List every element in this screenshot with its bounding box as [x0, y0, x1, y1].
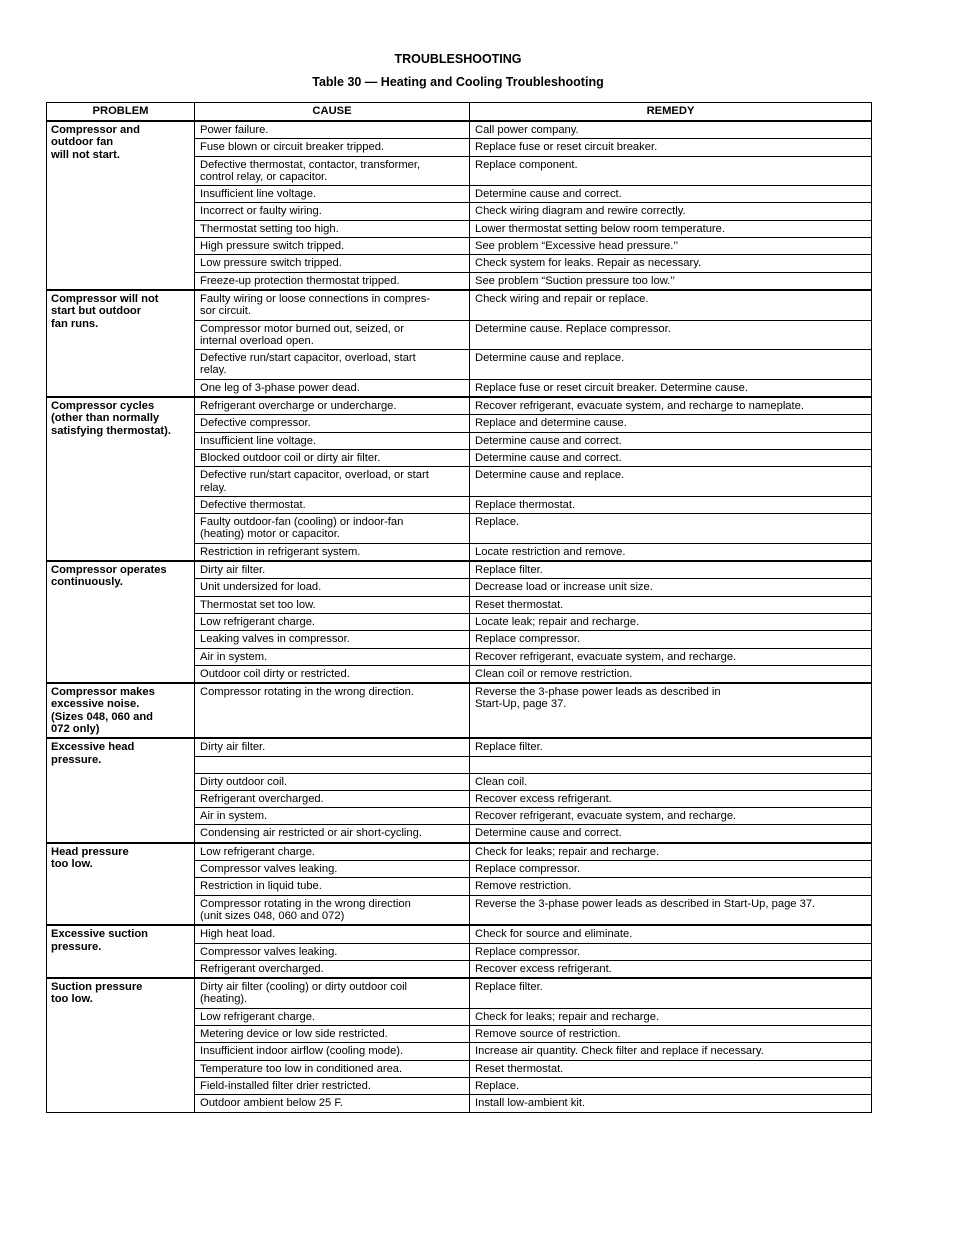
- cause-cell: [195, 756, 470, 773]
- cause-cell: Defective thermostat.: [195, 496, 470, 513]
- cause-cell: Leaking valves in compressor.: [195, 631, 470, 648]
- remedy-cell: Reverse the 3-phase power leads as described in Start-Up, page 37.: [470, 895, 872, 925]
- remedy-cell: Determine cause and correct.: [470, 186, 872, 203]
- remedy-cell: Install low-ambient kit.: [470, 1095, 872, 1112]
- remedy-cell: Replace compressor.: [470, 631, 872, 648]
- cause-cell: Insufficient indoor airflow (cooling mode).: [195, 1043, 470, 1060]
- remedy-cell: Replace thermostat.: [470, 496, 872, 513]
- cause-cell: Fuse blown or circuit breaker tripped.: [195, 139, 470, 156]
- table-row: [47, 843, 872, 861]
- remedy-cell: Locate restriction and remove.: [470, 543, 872, 561]
- cause-cell: Compressor rotating in the wrong direction.: [195, 683, 470, 738]
- remedy-cell: Check system for leaks. Repair as necessary.: [470, 255, 872, 272]
- cause-cell: Compressor motor burned out, seized, or internal overload open.: [195, 320, 470, 350]
- cause-cell: Air in system.: [195, 648, 470, 665]
- remedy-cell: Replace compressor.: [470, 943, 872, 960]
- remedy-cell: Check wiring and repair or replace.: [470, 290, 872, 320]
- cause-cell: Low refrigerant charge.: [195, 843, 470, 861]
- cause-cell: Restriction in liquid tube.: [195, 878, 470, 895]
- cause-cell: Dirty air filter.: [195, 738, 470, 756]
- remedy-cell: Determine cause and replace.: [470, 350, 872, 380]
- remedy-cell: Replace.: [470, 514, 872, 544]
- remedy-cell: Replace and determine cause.: [470, 415, 872, 432]
- cause-cell: Insufficient line voltage.: [195, 186, 470, 203]
- header-remedy: REMEDY: [470, 103, 872, 122]
- cause-cell: Dirty outdoor coil.: [195, 773, 470, 790]
- header-problem: PROBLEM: [47, 103, 195, 122]
- cause-cell: Faulty outdoor-fan (cooling) or indoor-fan (heating) motor or capacitor.: [195, 514, 470, 544]
- remedy-cell: See problem “Suction pressure too low.’’: [470, 272, 872, 290]
- cause-cell: Dirty air filter (cooling) or dirty outdoor coil (heating).: [195, 978, 470, 1008]
- cause-cell: Defective run/start capacitor, overload, start relay.: [195, 350, 470, 380]
- cause-cell: Thermostat setting too high.: [195, 220, 470, 237]
- table-header: [47, 103, 872, 122]
- remedy-cell: Recover refrigerant, evacuate system, and recharge.: [470, 808, 872, 825]
- header-row: [47, 103, 872, 122]
- remedy-cell: Clean coil.: [470, 773, 872, 790]
- table-row: [47, 397, 872, 415]
- remedy-cell: Lower thermostat setting below room temperature.: [470, 220, 872, 237]
- header-cause: CAUSE: [195, 103, 470, 122]
- remedy-cell: Recover refrigerant, evacuate system, and recharge to nameplate.: [470, 397, 872, 415]
- remedy-cell: Check wiring diagram and rewire correctly.: [470, 203, 872, 220]
- remedy-cell: Determine cause and replace.: [470, 467, 872, 497]
- remedy-cell: Replace compressor.: [470, 861, 872, 878]
- remedy-cell: Replace filter.: [470, 561, 872, 579]
- remedy-cell: Replace filter.: [470, 978, 872, 1008]
- cause-cell: Insufficient line voltage.: [195, 432, 470, 449]
- table-title: Table 30 — Heating and Cooling Troubleshooting: [312, 75, 604, 89]
- problem-cell: Compressor operates continuously.: [47, 561, 195, 683]
- table-row: [47, 925, 872, 943]
- table-row: [47, 290, 872, 320]
- remedy-cell: See problem “Excessive head pressure.’’: [470, 238, 872, 255]
- cause-cell: Air in system.: [195, 808, 470, 825]
- cause-cell: Compressor valves leaking.: [195, 943, 470, 960]
- remedy-cell: Replace filter.: [470, 738, 872, 756]
- remedy-cell: Call power company.: [470, 121, 872, 139]
- problem-cell: Compressor will not start but outdoor fan runs.: [47, 290, 195, 397]
- remedy-cell: Replace fuse or reset circuit breaker.: [470, 139, 872, 156]
- remedy-cell: Replace component.: [470, 156, 872, 186]
- table-row: [47, 561, 872, 579]
- remedy-cell: Determine cause and correct.: [470, 432, 872, 449]
- cause-cell: Field-installed filter drier restricted.: [195, 1077, 470, 1094]
- cause-cell: Dirty air filter.: [195, 561, 470, 579]
- cause-cell: Incorrect or faulty wiring.: [195, 203, 470, 220]
- cause-cell: Outdoor ambient below 25 F.: [195, 1095, 470, 1112]
- table-row: [47, 121, 872, 139]
- cause-cell: Low pressure switch tripped.: [195, 255, 470, 272]
- problem-cell: Excessive suction pressure.: [47, 925, 195, 978]
- cause-cell: High pressure switch tripped.: [195, 238, 470, 255]
- problem-cell: Excessive head pressure.: [47, 738, 195, 842]
- remedy-cell: Replace.: [470, 1077, 872, 1094]
- remedy-cell: Determine cause and correct.: [470, 825, 872, 843]
- cause-cell: Defective run/start capacitor, overload, or start relay.: [195, 467, 470, 497]
- cause-cell: Metering device or low side restricted.: [195, 1026, 470, 1043]
- remedy-cell: Reset thermostat.: [470, 596, 872, 613]
- remedy-cell: Locate leak; repair and recharge.: [470, 613, 872, 630]
- cause-cell: Faulty wiring or loose connections in compres- sor circuit.: [195, 290, 470, 320]
- remedy-cell: Check for leaks; repair and recharge.: [470, 843, 872, 861]
- cause-cell: One leg of 3-phase power dead.: [195, 379, 470, 397]
- cause-cell: Refrigerant overcharged.: [195, 960, 470, 978]
- cause-cell: Low refrigerant charge.: [195, 613, 470, 630]
- cause-cell: Restriction in refrigerant system.: [195, 543, 470, 561]
- remedy-cell: Check for leaks; repair and recharge.: [470, 1008, 872, 1025]
- remedy-cell: Recover excess refrigerant.: [470, 790, 872, 807]
- section-title: TROUBLESHOOTING: [394, 52, 522, 66]
- problem-cell: Compressor and outdoor fan will not start.: [47, 121, 195, 290]
- remedy-cell: Reverse the 3-phase power leads as described in Start-Up, page 37.: [470, 683, 872, 738]
- cause-cell: Low refrigerant charge.: [195, 1008, 470, 1025]
- problem-cell: Compressor cycles (other than normally satisfying thermostat).: [47, 397, 195, 561]
- remedy-cell: Determine cause. Replace compressor.: [470, 320, 872, 350]
- cause-cell: Compressor rotating in the wrong direction (unit sizes 048, 060 and 072): [195, 895, 470, 925]
- remedy-cell: Remove restriction.: [470, 878, 872, 895]
- cause-cell: Defective thermostat, contactor, transformer, control relay, or capacitor.: [195, 156, 470, 186]
- cause-cell: Freeze-up protection thermostat tripped.: [195, 272, 470, 290]
- problem-cell: Compressor makes excessive noise. (Sizes 048, 060 and 072 only): [47, 683, 195, 738]
- table-body: [47, 121, 872, 1112]
- remedy-cell: Recover refrigerant, evacuate system, and recharge.: [470, 648, 872, 665]
- cause-cell: Refrigerant overcharge or undercharge.: [195, 397, 470, 415]
- cause-cell: Temperature too low in conditioned area.: [195, 1060, 470, 1077]
- cause-cell: High heat load.: [195, 925, 470, 943]
- remedy-cell: Clean coil or remove restriction.: [470, 665, 872, 683]
- remedy-cell: Remove source of restriction.: [470, 1026, 872, 1043]
- remedy-cell: Replace fuse or reset circuit breaker. Determine cause.: [470, 379, 872, 397]
- problem-cell: Suction pressure too low.: [47, 978, 195, 1112]
- cause-cell: Power failure.: [195, 121, 470, 139]
- cause-cell: Unit undersized for load.: [195, 579, 470, 596]
- remedy-cell: [470, 756, 872, 773]
- remedy-cell: Recover excess refrigerant.: [470, 960, 872, 978]
- troubleshooting-table: [46, 102, 872, 1113]
- cause-cell: Outdoor coil dirty or restricted.: [195, 665, 470, 683]
- cause-cell: Defective compressor.: [195, 415, 470, 432]
- cause-cell: Thermostat set too low.: [195, 596, 470, 613]
- cause-cell: Compressor valves leaking.: [195, 861, 470, 878]
- remedy-cell: Reset thermostat.: [470, 1060, 872, 1077]
- remedy-cell: Determine cause and correct.: [470, 449, 872, 466]
- cause-cell: Refrigerant overcharged.: [195, 790, 470, 807]
- remedy-cell: Decrease load or increase unit size.: [470, 579, 872, 596]
- cause-cell: Condensing air restricted or air short-cycling.: [195, 825, 470, 843]
- remedy-cell: Check for source and eliminate.: [470, 925, 872, 943]
- table-row: [47, 683, 872, 738]
- table-row: [47, 978, 872, 1008]
- problem-cell: Head pressure too low.: [47, 843, 195, 925]
- table-row: [47, 738, 872, 756]
- remedy-cell: Increase air quantity. Check filter and replace if necessary.: [470, 1043, 872, 1060]
- cause-cell: Blocked outdoor coil or dirty air filter.: [195, 449, 470, 466]
